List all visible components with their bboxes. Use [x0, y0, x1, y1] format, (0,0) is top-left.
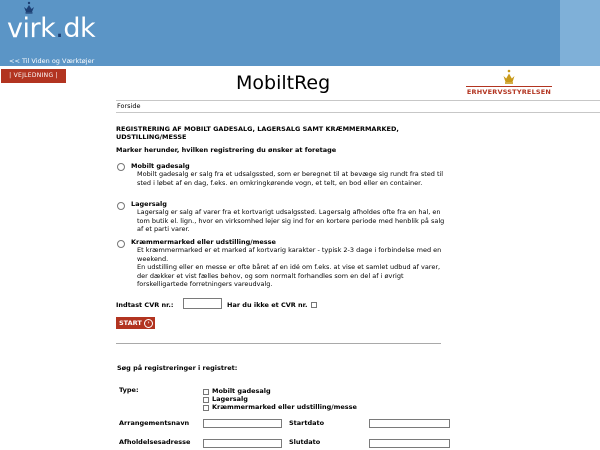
- logo-tld: dk: [63, 13, 96, 44]
- option-desc-lagersalg: Lagersalg er salg af varer fra et kortvarigt udsalgssted. Lagersalg afholdes ofte fra en hal, en tom butik el. lign., hvor en virksomhed lejer sig ind for en kortere periode med henblik på salg af et parti varer.: [137, 208, 445, 233]
- registration-heading-line2: UDSTILLING/MESSE: [116, 133, 187, 141]
- address-input[interactable]: [203, 439, 282, 448]
- search-heading: Søg på registreringer i registret:: [117, 364, 238, 372]
- arrow-right-icon: ›: [144, 319, 153, 328]
- agency-name: ERHVERVSSTYRELSEN: [466, 88, 552, 96]
- option-label-mobilt-gadesalg: Mobilt gadesalg: [131, 162, 190, 170]
- logo-text: virk: [7, 13, 56, 44]
- end-date-input[interactable]: [369, 439, 450, 448]
- agency-crown-icon: [502, 69, 516, 85]
- option-desc-mobilt-gadesalg: Mobilt gadesalg er salg fra et udsalgssted, som er beregnet til at bevæge sig rundt fra sted til sted i løbet af en dag, f.eks. en omkringkørende vogn, et telt, en bod eller en container.: [137, 170, 444, 187]
- checkbox-lagersalg[interactable]: [203, 397, 209, 403]
- start-button[interactable]: [116, 317, 155, 329]
- virk-logo[interactable]: [7, 14, 95, 44]
- option-label-lagersalg: Lagersalg: [131, 200, 167, 208]
- no-cvr-label: Har du ikke et CVR nr.: [227, 301, 308, 309]
- start-button-label: START: [119, 319, 142, 327]
- checkbox-kraemmermarked[interactable]: [203, 405, 209, 411]
- type-kraemmermarked: Kræmmermarked eller udstilling/messe: [212, 403, 357, 411]
- divider: [116, 112, 600, 113]
- header-side-panel: [560, 0, 600, 66]
- erhvervsstyrelsen-logo: [464, 68, 554, 98]
- no-cvr-checkbox[interactable]: [311, 302, 317, 308]
- type-lagersalg: Lagersalg: [212, 395, 248, 403]
- divider: [116, 100, 600, 101]
- end-date-label: Slutdato: [289, 438, 321, 446]
- start-date-label: Startdato: [289, 419, 325, 427]
- radio-kraemmermarked[interactable]: [117, 240, 125, 248]
- cvr-input[interactable]: [183, 298, 222, 309]
- option-label-kraemmermarked: Kræmmermarked eller udstilling/messe: [131, 238, 276, 246]
- logo-dot: .: [55, 13, 64, 44]
- vejledning-button[interactable]: | VEJLEDNING |: [1, 69, 66, 83]
- breadcrumb-forside[interactable]: Forside: [117, 102, 141, 110]
- option-desc2-kraemmermarked: En udstilling eller en messe er ofte båret af en idé om f.eks. at vise et samlet udbud af varer, der dækker et vist fælles behov, og som normalt forhandles som en del af i øvrigt forskelligartede forretningers vareudvalg.: [137, 263, 441, 288]
- event-name-input[interactable]: [203, 419, 282, 428]
- type-label: Type:: [119, 386, 139, 394]
- address-label: Afholdelsesadresse: [119, 438, 191, 446]
- option-desc-kraemmermarked: Et kræmmermarked er et marked af kortvarig karakter - typisk 2-3 dage i forbindelse med en weekend.: [137, 246, 442, 263]
- radio-lagersalg[interactable]: [117, 202, 125, 210]
- page-title: MobiltReg: [236, 72, 331, 94]
- checkbox-mobilt-gadesalg[interactable]: [203, 389, 209, 395]
- type-mobilt-gadesalg: Mobilt gadesalg: [212, 387, 271, 395]
- start-date-input[interactable]: [369, 419, 450, 428]
- radio-mobilt-gadesalg[interactable]: [117, 163, 125, 171]
- cvr-label: Indtast CVR nr.:: [116, 301, 174, 309]
- event-name-label: Arrangementsnavn: [119, 419, 190, 427]
- section-divider: [116, 343, 441, 344]
- registration-instruction: Marker herunder, hvilken registrering du ønsker at foretage: [116, 146, 337, 154]
- back-to-tools-link[interactable]: << Til Viden og Værktøjer: [9, 57, 95, 65]
- registration-heading: REGISTRERING AF MOBILT GADESALG, LAGERSALG SAMT KRÆMMERMARKED,: [116, 125, 399, 133]
